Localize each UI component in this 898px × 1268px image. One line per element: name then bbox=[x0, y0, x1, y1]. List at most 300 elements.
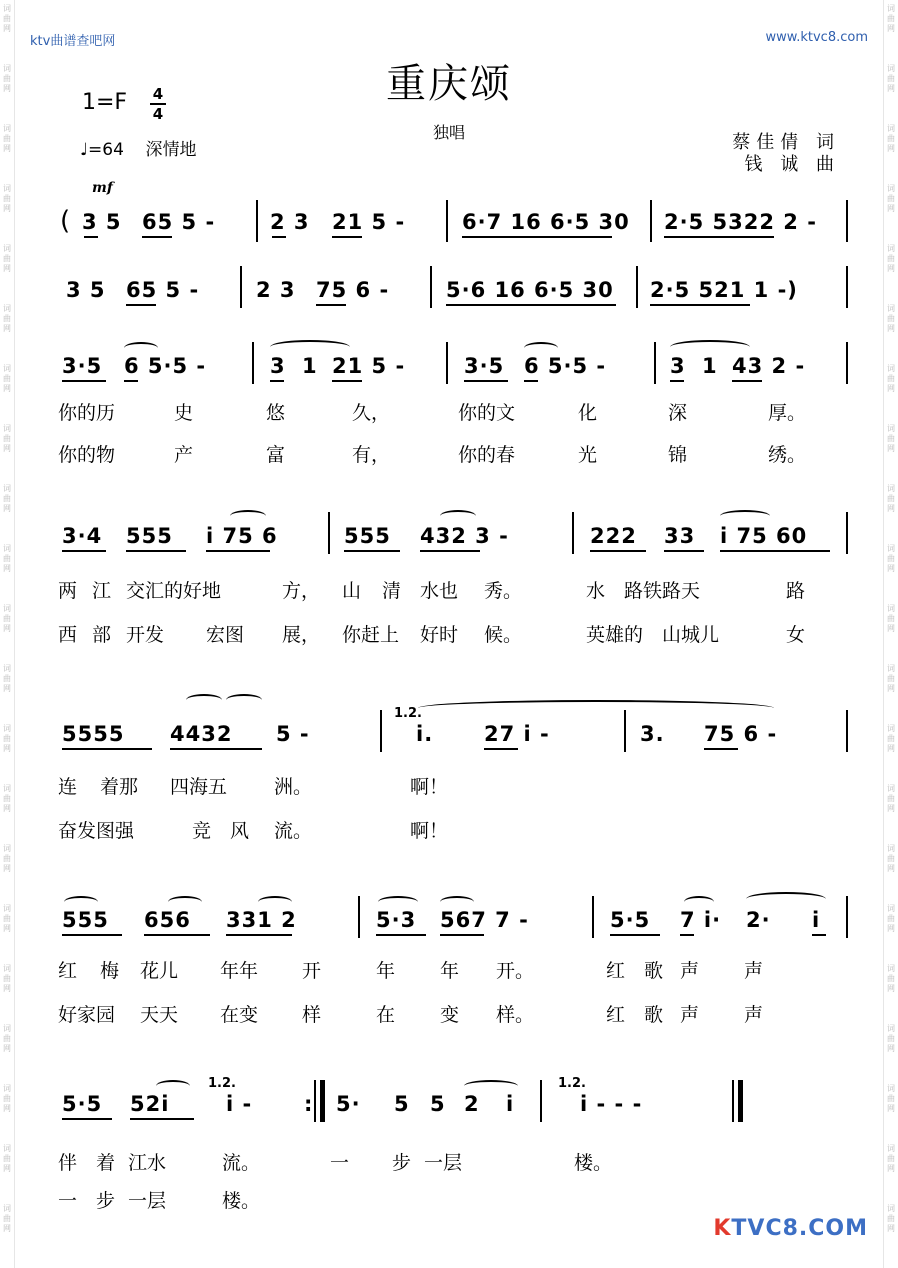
lyric: 开 bbox=[302, 960, 322, 982]
lyric: 楼。 bbox=[574, 1152, 613, 1174]
beam bbox=[272, 236, 286, 238]
lyric: 富 bbox=[266, 444, 286, 466]
lyric: 啊！ bbox=[410, 776, 449, 798]
tempo-value: ♩=64 bbox=[80, 140, 124, 160]
lyric: 候。 bbox=[484, 624, 523, 646]
side-watermark-char: 曲 bbox=[3, 494, 11, 503]
note-group: 555 bbox=[344, 524, 391, 548]
side-watermark-char: 词 bbox=[3, 604, 11, 613]
lyric: 女 bbox=[786, 624, 806, 646]
lyric: 锦 bbox=[668, 444, 688, 466]
side-watermark-char: 词 bbox=[887, 1144, 895, 1153]
side-watermark-char: 词 bbox=[3, 484, 11, 493]
side-watermark-char: 曲 bbox=[887, 974, 895, 983]
side-watermark-char: 词 bbox=[3, 424, 11, 433]
lyric: 部 bbox=[92, 624, 112, 646]
side-watermark-char: 曲 bbox=[3, 734, 11, 743]
lyric: 宏图 bbox=[206, 624, 245, 646]
side-watermark-char: 曲 bbox=[3, 254, 11, 263]
lyric: 久， bbox=[352, 402, 391, 424]
lyric: 你赶上 bbox=[342, 624, 400, 646]
logo-rest: TVC8.COM bbox=[731, 1216, 868, 1241]
note-group: i 75 60 bbox=[720, 524, 808, 548]
note-group: 2·5 5322 2 - bbox=[664, 210, 817, 234]
barline bbox=[358, 896, 360, 938]
slur bbox=[746, 892, 826, 906]
beam bbox=[332, 236, 362, 238]
lyric: 开。 bbox=[496, 960, 535, 982]
lyric: 在 bbox=[376, 1004, 396, 1026]
lyric: 展， bbox=[282, 624, 321, 646]
side-watermark-char: 曲 bbox=[3, 794, 11, 803]
side-watermark-char: 词 bbox=[887, 904, 895, 913]
side-watermark-char: 词 bbox=[887, 664, 895, 673]
lyric: 花儿 bbox=[140, 960, 179, 982]
note-group: 331 2 bbox=[226, 908, 297, 932]
note-group: 3 bbox=[270, 354, 286, 378]
side-watermark-char: 曲 bbox=[887, 434, 895, 443]
side-watermark-char: 曲 bbox=[887, 1214, 895, 1223]
side-watermark-char: 网 bbox=[3, 1104, 11, 1113]
slur bbox=[378, 896, 418, 908]
side-watermark-char: 曲 bbox=[887, 194, 895, 203]
side-watermark-char: 网 bbox=[887, 324, 895, 333]
side-watermark-char: 词 bbox=[887, 4, 895, 13]
barline bbox=[314, 1080, 316, 1122]
side-watermark-char: 网 bbox=[3, 84, 11, 93]
site-url-right[interactable]: www.ktvc8.com bbox=[765, 30, 868, 45]
lyric: 一 bbox=[330, 1152, 350, 1174]
lyric: 两 bbox=[58, 580, 78, 602]
note-group: i 75 6 bbox=[206, 524, 278, 548]
side-watermark-char: 词 bbox=[3, 124, 11, 133]
lyric: 梅 bbox=[100, 960, 120, 982]
lyric: 着 bbox=[96, 1152, 116, 1174]
barline bbox=[540, 1080, 542, 1122]
lyric: 流。 bbox=[274, 820, 313, 842]
lyric: 路铁路天 bbox=[624, 580, 701, 602]
slur bbox=[440, 510, 476, 522]
side-watermark-char: 曲 bbox=[887, 854, 895, 863]
side-watermark-char: 词 bbox=[3, 184, 11, 193]
beam bbox=[732, 380, 762, 382]
barline bbox=[846, 266, 848, 308]
note-group: i - - - bbox=[580, 1092, 643, 1116]
note-group: 3. bbox=[640, 722, 665, 746]
slur bbox=[270, 340, 350, 354]
lyric: 年 bbox=[440, 960, 460, 982]
lyric: 江水 bbox=[128, 1152, 167, 1174]
side-watermark-char: 网 bbox=[3, 144, 11, 153]
beam bbox=[590, 550, 646, 552]
beam bbox=[206, 550, 270, 552]
lyric: 啊！ bbox=[410, 820, 449, 842]
side-watermark-char: 词 bbox=[887, 304, 895, 313]
side-watermark-char: 曲 bbox=[887, 134, 895, 143]
lyric: 方， bbox=[282, 580, 321, 602]
left-margin-strip bbox=[0, 0, 15, 1268]
side-watermark-char: 曲 bbox=[3, 314, 11, 323]
note-group: 27 i - bbox=[484, 722, 550, 746]
side-watermark-char: 曲 bbox=[887, 794, 895, 803]
side-watermark-char: 网 bbox=[887, 744, 895, 753]
slur bbox=[418, 700, 774, 716]
note-group: 5 - bbox=[276, 722, 310, 746]
note-group: 5·6 16 6·5 30 bbox=[446, 278, 614, 302]
note-group: 4432 bbox=[170, 722, 233, 746]
side-watermark-char: 网 bbox=[887, 1164, 895, 1173]
side-watermark-char: 曲 bbox=[3, 194, 11, 203]
barline bbox=[380, 710, 382, 752]
side-watermark-char: 网 bbox=[887, 564, 895, 573]
note-group: i - bbox=[226, 1092, 253, 1116]
expression-marking: 深情地 bbox=[145, 140, 197, 160]
side-watermark-char: 词 bbox=[3, 244, 11, 253]
beam bbox=[446, 304, 616, 306]
note-group: 5· bbox=[336, 1092, 361, 1116]
lyric: 声 bbox=[680, 960, 700, 982]
side-watermark-char: 网 bbox=[887, 204, 895, 213]
lyric: 连 bbox=[58, 776, 78, 798]
note-group: 65 5 - bbox=[126, 278, 200, 302]
side-watermark-char: 曲 bbox=[887, 1154, 895, 1163]
note-group: 3 bbox=[670, 354, 686, 378]
side-watermark-char: 曲 bbox=[3, 74, 11, 83]
side-watermark-char: 网 bbox=[3, 684, 11, 693]
side-watermark-char: 网 bbox=[3, 264, 11, 273]
lyric: 水 bbox=[586, 580, 606, 602]
side-watermark-char: 词 bbox=[887, 784, 895, 793]
note-group: 5·5 bbox=[610, 908, 651, 932]
note-group: 6·7 16 6·5 30 bbox=[462, 210, 630, 234]
beam bbox=[126, 304, 156, 306]
side-watermark-char: 曲 bbox=[887, 1034, 895, 1043]
lyric: 样。 bbox=[496, 1004, 535, 1026]
side-watermark-char: 词 bbox=[3, 364, 11, 373]
open-paren: ( bbox=[60, 206, 72, 236]
side-watermark-char: 曲 bbox=[3, 974, 11, 983]
side-watermark-char: 网 bbox=[3, 1224, 11, 1233]
note-group: 567 7 - bbox=[440, 908, 529, 932]
barline bbox=[256, 200, 258, 242]
side-watermark-char: 网 bbox=[887, 444, 895, 453]
lyric: 开发 bbox=[126, 624, 165, 646]
lyric: 年 bbox=[376, 960, 396, 982]
barline bbox=[846, 896, 848, 938]
side-watermark-char: 词 bbox=[3, 1024, 11, 1033]
barline bbox=[446, 200, 448, 242]
beam bbox=[664, 550, 704, 552]
side-watermark-char: 网 bbox=[887, 624, 895, 633]
note-group: 75 6 - bbox=[704, 722, 778, 746]
volta-mark: 1.2. bbox=[208, 1076, 236, 1091]
side-watermark-char: 网 bbox=[3, 744, 11, 753]
beam bbox=[680, 934, 694, 936]
side-watermark-char: 曲 bbox=[3, 1034, 11, 1043]
slur bbox=[64, 896, 98, 908]
side-watermark-char: 词 bbox=[887, 1204, 895, 1213]
song-title: 重庆颂 bbox=[386, 61, 512, 107]
beam bbox=[84, 236, 98, 238]
note-group: 3·5 bbox=[464, 354, 505, 378]
side-watermark-char: 词 bbox=[3, 844, 11, 853]
lyric: 水也 bbox=[420, 580, 459, 602]
lyric: 在变 bbox=[220, 1004, 259, 1026]
side-watermark-char: 词 bbox=[3, 544, 11, 553]
lyric: 史 bbox=[174, 402, 194, 424]
lyric: 西 bbox=[58, 624, 78, 646]
barline bbox=[572, 512, 574, 554]
side-watermark-char: 网 bbox=[3, 1044, 11, 1053]
note-group: 555 bbox=[62, 908, 109, 932]
barline bbox=[240, 266, 242, 308]
lyric: 路 bbox=[786, 580, 806, 602]
composer-credit: 钱 诚 曲 bbox=[744, 154, 840, 175]
beam bbox=[462, 236, 612, 238]
lyric: 深 bbox=[668, 402, 688, 424]
lyric: 奋发图强 bbox=[58, 820, 135, 842]
barline bbox=[636, 266, 638, 308]
side-watermark-char: 网 bbox=[887, 264, 895, 273]
side-watermark-char: 曲 bbox=[887, 314, 895, 323]
side-watermark-char: 网 bbox=[887, 144, 895, 153]
slur bbox=[720, 510, 770, 522]
note-group: 33 bbox=[664, 524, 696, 548]
side-watermark-char: 词 bbox=[887, 364, 895, 373]
beam bbox=[316, 304, 346, 306]
final-barline bbox=[738, 1080, 743, 1122]
beam bbox=[524, 380, 538, 382]
side-watermark-char: 曲 bbox=[3, 1094, 11, 1103]
side-watermark-char: 网 bbox=[887, 84, 895, 93]
side-watermark-char: 词 bbox=[3, 64, 11, 73]
beam bbox=[62, 1118, 112, 1120]
side-watermark-char: 曲 bbox=[887, 254, 895, 263]
beam bbox=[170, 748, 262, 750]
slur bbox=[670, 340, 750, 354]
note-group: 5·3 bbox=[376, 908, 417, 932]
side-watermark-char: 网 bbox=[3, 324, 11, 333]
note-group: 6 5·5 - bbox=[124, 354, 207, 378]
note-group: 222 bbox=[590, 524, 637, 548]
lyric: 步 bbox=[96, 1190, 116, 1212]
side-watermark-char: 词 bbox=[887, 184, 895, 193]
side-watermark-char: 曲 bbox=[3, 614, 11, 623]
note-group: 6 5·5 - bbox=[524, 354, 607, 378]
slur bbox=[186, 694, 222, 706]
slur bbox=[440, 896, 474, 908]
side-watermark-char: 词 bbox=[887, 244, 895, 253]
lyric: 你的历 bbox=[58, 402, 116, 424]
lyric: 洲。 bbox=[274, 776, 313, 798]
side-watermark-char: 曲 bbox=[887, 14, 895, 23]
beam bbox=[270, 380, 284, 382]
lyric: 好家园 bbox=[58, 1004, 116, 1026]
side-watermark-char: 词 bbox=[887, 424, 895, 433]
barline bbox=[846, 342, 848, 384]
barline bbox=[654, 342, 656, 384]
lyric: 步 bbox=[392, 1152, 412, 1174]
repeat-barline bbox=[320, 1080, 325, 1122]
lyric: 交汇的好地 bbox=[126, 580, 222, 602]
lyric: 一 bbox=[58, 1190, 78, 1212]
lyric: 江 bbox=[92, 580, 112, 602]
note-group: 65 5 - bbox=[142, 210, 216, 234]
lyric: 你的春 bbox=[458, 444, 516, 466]
site-logo[interactable] bbox=[713, 1216, 868, 1241]
side-watermark-char: 词 bbox=[887, 1024, 895, 1033]
side-watermark-char: 词 bbox=[887, 604, 895, 613]
site-name-left[interactable]: ktv曲谱查吧网 bbox=[30, 34, 116, 49]
side-watermark-char: 网 bbox=[887, 864, 895, 873]
side-watermark-char: 网 bbox=[887, 24, 895, 33]
beam bbox=[670, 380, 684, 382]
lyric: 绣。 bbox=[768, 444, 807, 466]
lyric: 竞 bbox=[192, 820, 212, 842]
side-watermark-char: 词 bbox=[3, 1084, 11, 1093]
barline bbox=[846, 200, 848, 242]
note-group: 656 bbox=[144, 908, 191, 932]
note-group: 1 bbox=[302, 354, 318, 378]
side-watermark-char: 曲 bbox=[887, 914, 895, 923]
side-watermark-char: 词 bbox=[3, 724, 11, 733]
right-margin-strip bbox=[883, 0, 898, 1268]
beam bbox=[124, 380, 138, 382]
song-subtitle: 独唱 bbox=[432, 123, 465, 142]
note-group: 3·4 bbox=[62, 524, 103, 548]
barline bbox=[624, 710, 626, 752]
side-watermark-char: 曲 bbox=[3, 14, 11, 23]
beam bbox=[440, 934, 484, 936]
lyric: 四海五 bbox=[170, 776, 228, 798]
beam bbox=[62, 748, 152, 750]
side-watermark-char: 词 bbox=[887, 844, 895, 853]
beam bbox=[650, 304, 750, 306]
beam bbox=[704, 748, 738, 750]
side-watermark-char: 网 bbox=[887, 984, 895, 993]
lyric: 秀。 bbox=[484, 580, 523, 602]
note-group: 21 5 - bbox=[332, 354, 406, 378]
side-watermark-char: 词 bbox=[3, 964, 11, 973]
lyric: 产 bbox=[174, 444, 194, 466]
slur bbox=[524, 342, 558, 354]
barline bbox=[650, 200, 652, 242]
lyric: 声 bbox=[744, 1004, 764, 1026]
logo-k: K bbox=[713, 1216, 732, 1241]
side-watermark-char: 网 bbox=[3, 24, 11, 33]
lyric: 伴 bbox=[58, 1152, 78, 1174]
side-watermark-char: 网 bbox=[3, 864, 11, 873]
side-watermark-char: 网 bbox=[887, 924, 895, 933]
beam bbox=[130, 1118, 194, 1120]
lyric: 光 bbox=[578, 444, 598, 466]
side-watermark-char: 网 bbox=[3, 564, 11, 573]
side-watermark-char: 网 bbox=[887, 1044, 895, 1053]
lyric: 着那 bbox=[100, 776, 139, 798]
note-group: 555 bbox=[126, 524, 173, 548]
side-watermark-char: 词 bbox=[887, 64, 895, 73]
dynamic-marking: mf bbox=[92, 180, 113, 196]
beam bbox=[664, 236, 774, 238]
barline bbox=[732, 1080, 734, 1122]
note-group: i bbox=[506, 1092, 515, 1116]
lyric: 山 bbox=[342, 580, 362, 602]
lyric: 歌 bbox=[644, 960, 664, 982]
volta-mark: 1.2. bbox=[394, 706, 422, 721]
side-watermark-char: 词 bbox=[887, 1084, 895, 1093]
lyric: 有， bbox=[352, 444, 391, 466]
side-watermark-char: 网 bbox=[887, 504, 895, 513]
beam bbox=[610, 934, 660, 936]
note-group: 21 5 - bbox=[332, 210, 406, 234]
side-watermark-char: 曲 bbox=[3, 434, 11, 443]
lyric: 你的文 bbox=[458, 402, 516, 424]
note-group: 2 3 bbox=[256, 278, 296, 302]
side-watermark-char: 曲 bbox=[3, 134, 11, 143]
time-signature bbox=[150, 86, 166, 122]
barline bbox=[328, 512, 330, 554]
barline bbox=[846, 710, 848, 752]
side-watermark-char: 词 bbox=[887, 544, 895, 553]
side-watermark-char: 曲 bbox=[887, 494, 895, 503]
beam bbox=[144, 934, 210, 936]
lyric: 歌 bbox=[644, 1004, 664, 1026]
barline bbox=[430, 266, 432, 308]
slur bbox=[230, 510, 266, 522]
lyric: 变 bbox=[440, 1004, 460, 1026]
lyric: 英雄的 bbox=[586, 624, 644, 646]
lyric: 一层 bbox=[128, 1190, 167, 1212]
side-watermark-char: 曲 bbox=[887, 614, 895, 623]
side-watermark-char: 网 bbox=[3, 384, 11, 393]
side-watermark-char: 词 bbox=[3, 1144, 11, 1153]
side-watermark-char: 网 bbox=[3, 504, 11, 513]
note-group: 2 bbox=[464, 1092, 480, 1116]
tempo-marking bbox=[80, 135, 197, 160]
barline bbox=[446, 342, 448, 384]
beam bbox=[420, 550, 480, 552]
side-watermark-char: 曲 bbox=[887, 674, 895, 683]
side-watermark-char: 网 bbox=[3, 1164, 11, 1173]
beam bbox=[464, 380, 508, 382]
side-watermark-char: 网 bbox=[887, 1104, 895, 1113]
side-watermark-char: 词 bbox=[887, 964, 895, 973]
side-watermark-char: 网 bbox=[3, 924, 11, 933]
note-group: 3·5 bbox=[62, 354, 103, 378]
side-watermark-char: 网 bbox=[3, 444, 11, 453]
slur bbox=[156, 1080, 190, 1092]
lyric: 红 bbox=[606, 960, 626, 982]
note-group: 432 3 - bbox=[420, 524, 509, 548]
side-watermark-char: 曲 bbox=[887, 374, 895, 383]
lyric: 样 bbox=[302, 1004, 322, 1026]
beam bbox=[62, 934, 122, 936]
side-watermark-char: 词 bbox=[3, 1204, 11, 1213]
side-watermark-char: 曲 bbox=[3, 914, 11, 923]
meter-bottom: 4 bbox=[152, 105, 164, 123]
side-watermark-char: 曲 bbox=[3, 1214, 11, 1223]
side-watermark-char: 词 bbox=[3, 904, 11, 913]
barline bbox=[592, 896, 594, 938]
lyric: 悠 bbox=[266, 402, 286, 424]
lyric: 声 bbox=[680, 1004, 700, 1026]
side-watermark-char: 网 bbox=[3, 804, 11, 813]
lyric: 楼。 bbox=[222, 1190, 261, 1212]
side-watermark-char: 曲 bbox=[887, 74, 895, 83]
beam bbox=[332, 380, 362, 382]
side-watermark-char: 词 bbox=[3, 664, 11, 673]
lyric: 年年 bbox=[220, 960, 259, 982]
